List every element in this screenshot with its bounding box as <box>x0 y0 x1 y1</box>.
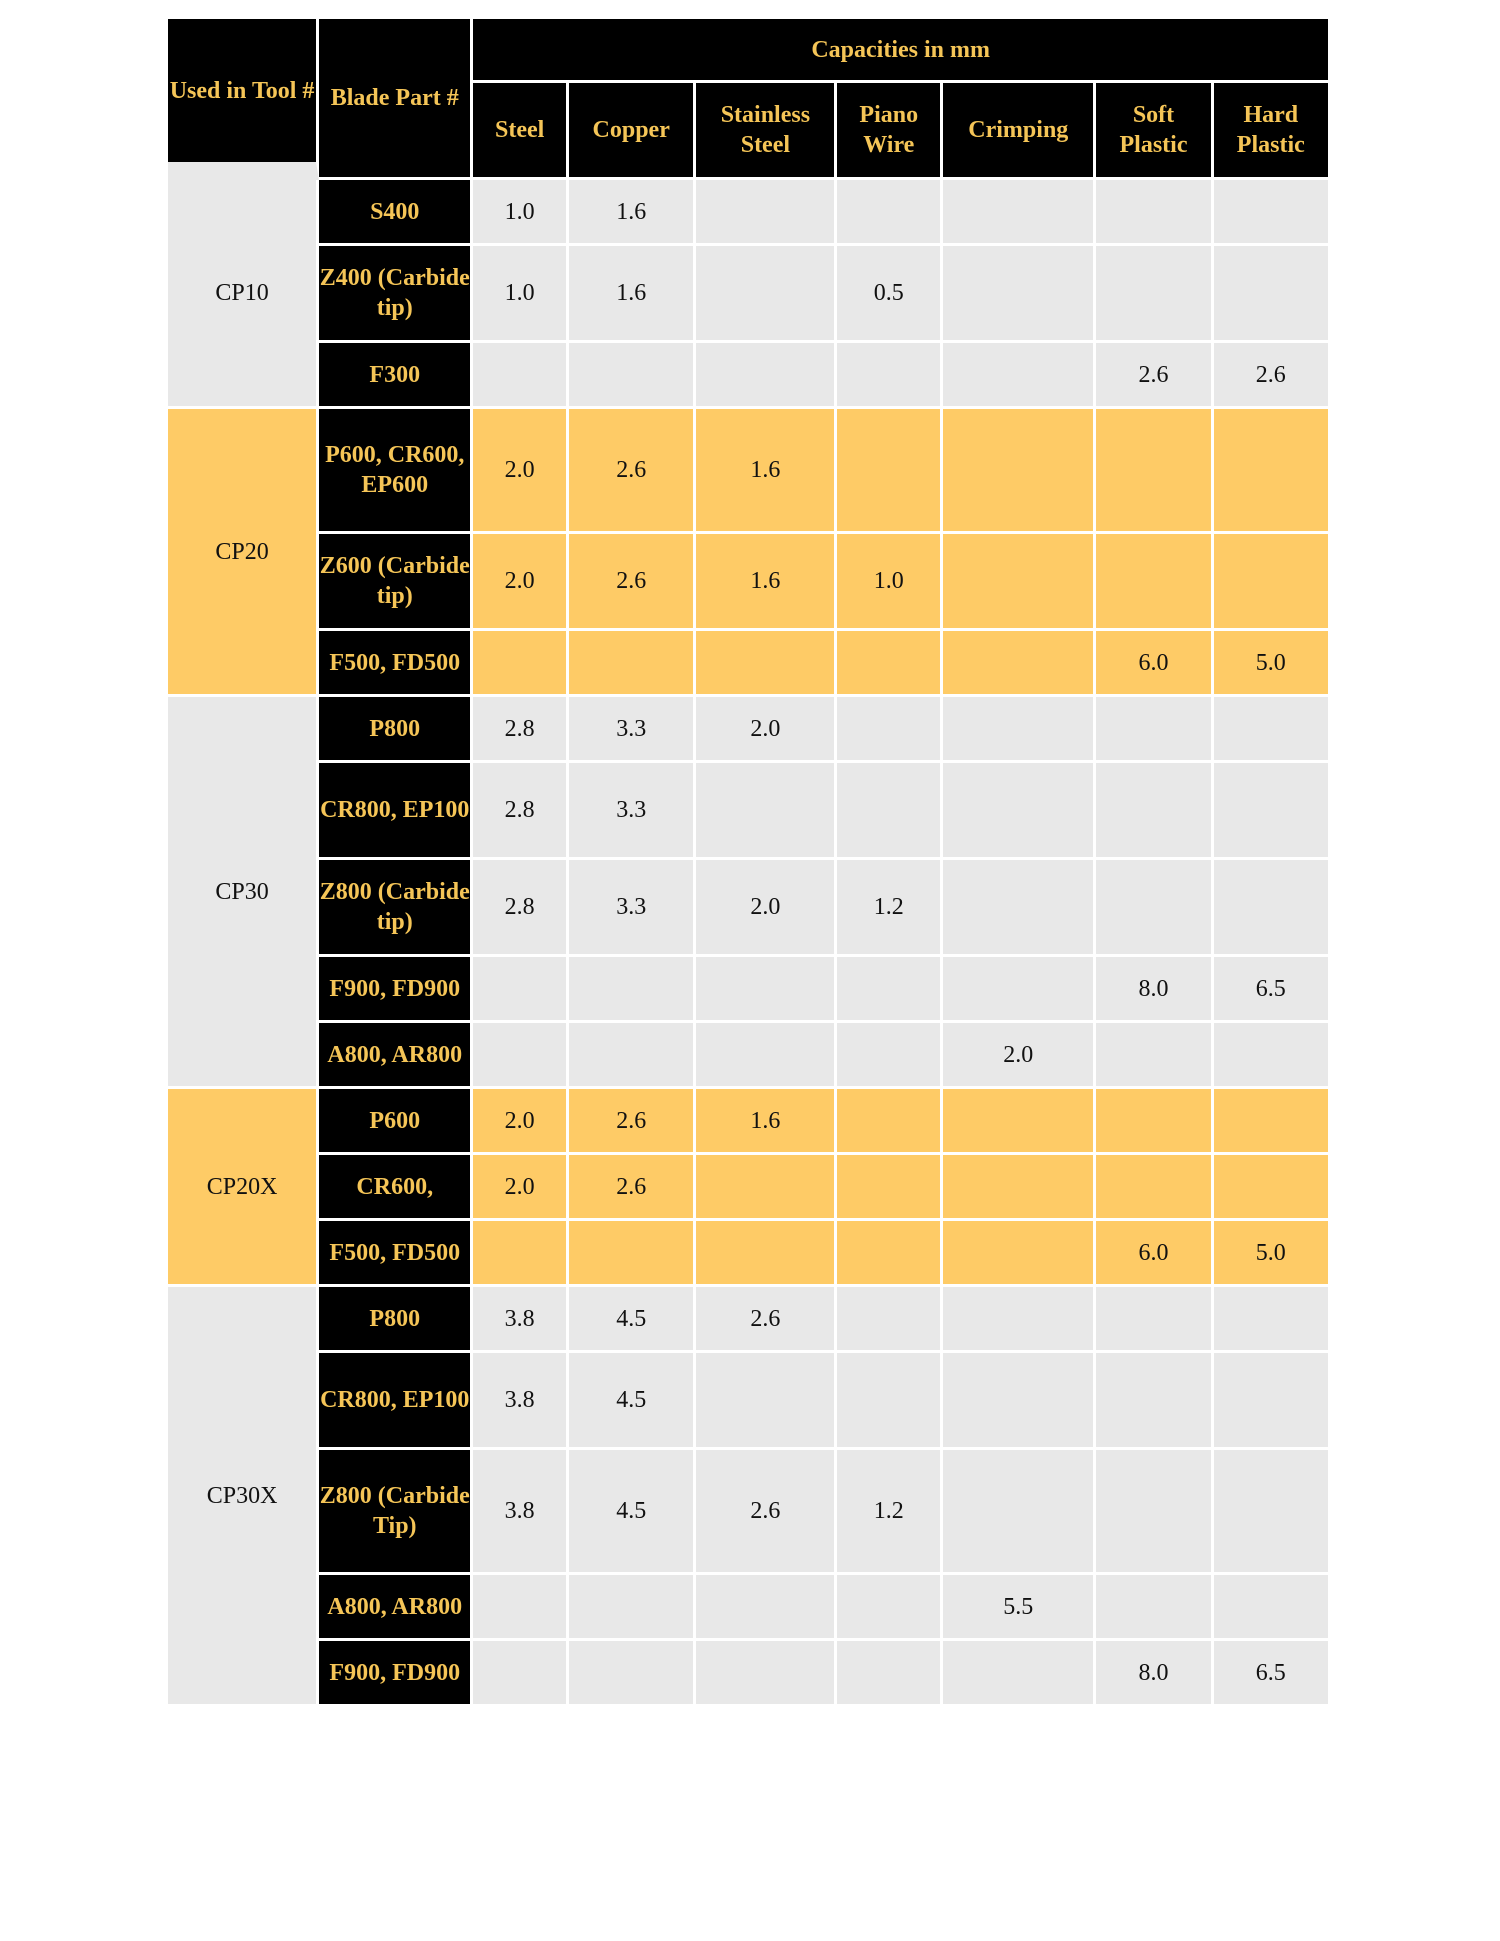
table-row <box>168 1575 1331 1641</box>
capacity-crimping-cell <box>943 246 1096 343</box>
capacity-soft-plastic-cell: 6.0 <box>1096 631 1213 697</box>
capacity-copper-cell <box>569 1221 696 1287</box>
capacity-soft-plastic-cell <box>1096 1089 1213 1155</box>
capacity-steel-cell: 1.0 <box>473 180 569 246</box>
capacity-hard-plastic-cell <box>1214 409 1331 534</box>
capacity-piano-wire-cell <box>837 1089 943 1155</box>
capacity-piano-wire-cell <box>837 1641 943 1707</box>
capacity-stainless-steel-cell: 1.6 <box>696 534 837 631</box>
capacity-crimping-cell <box>943 763 1096 860</box>
capacity-steel-cell <box>473 1221 569 1287</box>
table-row <box>168 1287 1331 1353</box>
capacity-copper-cell <box>569 957 696 1023</box>
capacity-piano-wire-cell <box>837 957 943 1023</box>
capacity-soft-plastic-cell <box>1096 1575 1213 1641</box>
capacity-hard-plastic-cell <box>1214 1089 1331 1155</box>
table-body <box>168 180 1331 1707</box>
capacity-hard-plastic-cell <box>1214 534 1331 631</box>
capacity-piano-wire-cell <box>837 1575 943 1641</box>
blade-part-cell: S400 <box>319 180 473 246</box>
capacity-stainless-steel-cell: 2.6 <box>696 1450 837 1575</box>
capacity-copper-cell: 4.5 <box>569 1450 696 1575</box>
capacity-stainless-steel-cell <box>696 246 837 343</box>
capacity-stainless-steel-cell: 2.6 <box>696 1287 837 1353</box>
col-header-stainless-steel: Stainless Steel <box>696 83 837 180</box>
capacity-piano-wire-cell <box>837 180 943 246</box>
table-row <box>168 1641 1331 1707</box>
capacity-steel-cell <box>473 1641 569 1707</box>
capacity-crimping-cell <box>943 409 1096 534</box>
capacity-steel-cell <box>473 1575 569 1641</box>
capacity-stainless-steel-cell <box>696 180 837 246</box>
capacity-crimping-cell <box>943 1221 1096 1287</box>
capacity-stainless-steel-cell <box>696 1641 837 1707</box>
table-row <box>168 1221 1331 1287</box>
capacity-soft-plastic-cell <box>1096 534 1213 631</box>
capacity-crimping-cell <box>943 957 1096 1023</box>
capacity-piano-wire-cell <box>837 1155 943 1221</box>
table-row <box>168 763 1331 860</box>
tool-cell: CP10 <box>168 180 319 409</box>
capacity-piano-wire-cell: 1.0 <box>837 534 943 631</box>
capacity-soft-plastic-cell <box>1096 1353 1213 1450</box>
capacity-stainless-steel-cell <box>696 1023 837 1089</box>
capacity-soft-plastic-cell <box>1096 1287 1213 1353</box>
blade-part-cell: Z400 (Carbide tip) <box>319 246 473 343</box>
capacity-soft-plastic-cell <box>1096 1155 1213 1221</box>
col-header-copper: Copper <box>569 83 696 180</box>
table-row <box>168 343 1331 409</box>
capacity-piano-wire-cell <box>837 763 943 860</box>
table-row <box>168 180 1331 246</box>
table-row <box>168 1089 1331 1155</box>
blade-part-cell: P600, CR600, EP600 <box>319 409 473 534</box>
capacity-copper-cell: 3.3 <box>569 697 696 763</box>
capacity-copper-cell <box>569 1641 696 1707</box>
capacity-steel-cell: 3.8 <box>473 1450 569 1575</box>
capacity-copper-cell <box>569 343 696 409</box>
capacity-copper-cell: 2.6 <box>569 1155 696 1221</box>
col-header-hard-plastic: Hard Plastic <box>1214 83 1331 180</box>
capacity-stainless-steel-cell <box>696 1221 837 1287</box>
col-header-steel: Steel <box>473 83 569 180</box>
capacity-hard-plastic-cell <box>1214 180 1331 246</box>
capacity-hard-plastic-cell: 6.5 <box>1214 1641 1331 1707</box>
blade-part-cell: F300 <box>319 343 473 409</box>
col-header-soft-plastic: Soft Plastic <box>1096 83 1213 180</box>
capacity-stainless-steel-cell <box>696 343 837 409</box>
capacity-piano-wire-cell <box>837 697 943 763</box>
capacity-stainless-steel-cell: 1.6 <box>696 409 837 534</box>
capacity-crimping-cell: 2.0 <box>943 1023 1096 1089</box>
capacity-steel-cell: 2.8 <box>473 860 569 957</box>
blade-part-cell: Z600 (Carbide tip) <box>319 534 473 631</box>
blade-part-cell: F500, FD500 <box>319 631 473 697</box>
capacity-piano-wire-cell <box>837 631 943 697</box>
capacity-crimping-cell <box>943 1641 1096 1707</box>
capacity-stainless-steel-cell <box>696 1353 837 1450</box>
table-row <box>168 409 1331 534</box>
blade-part-cell: CR800, EP100 <box>319 1353 473 1450</box>
capacity-copper-cell: 3.3 <box>569 860 696 957</box>
capacity-stainless-steel-cell <box>696 957 837 1023</box>
tool-cell: CP20X <box>168 1089 319 1287</box>
capacity-hard-plastic-cell <box>1214 763 1331 860</box>
capacity-hard-plastic-cell <box>1214 1353 1331 1450</box>
capacity-stainless-steel-cell: 2.0 <box>696 697 837 763</box>
capacity-stainless-steel-cell <box>696 631 837 697</box>
capacity-copper-cell <box>569 1023 696 1089</box>
capacity-hard-plastic-cell: 2.6 <box>1214 343 1331 409</box>
capacity-stainless-steel-cell <box>696 1155 837 1221</box>
header-blade: Blade Part # <box>319 19 473 180</box>
capacity-soft-plastic-cell: 6.0 <box>1096 1221 1213 1287</box>
table-row <box>168 1450 1331 1575</box>
capacity-steel-cell: 1.0 <box>473 246 569 343</box>
blade-part-cell: A800, AR800 <box>319 1023 473 1089</box>
capacity-copper-cell: 3.3 <box>569 763 696 860</box>
capacity-steel-cell: 2.0 <box>473 1155 569 1221</box>
capacity-copper-cell: 4.5 <box>569 1287 696 1353</box>
blade-part-cell: F500, FD500 <box>319 1221 473 1287</box>
capacity-hard-plastic-cell: 6.5 <box>1214 957 1331 1023</box>
capacity-soft-plastic-cell: 8.0 <box>1096 957 1213 1023</box>
capacity-soft-plastic-cell <box>1096 763 1213 860</box>
tool-cell: CP30X <box>168 1287 319 1707</box>
blade-part-cell: F900, FD900 <box>319 1641 473 1707</box>
capacity-copper-cell: 2.6 <box>569 409 696 534</box>
capacity-steel-cell: 3.8 <box>473 1287 569 1353</box>
capacity-hard-plastic-cell <box>1214 1023 1331 1089</box>
capacity-steel-cell: 2.0 <box>473 1089 569 1155</box>
header-tool: Used in Tool # <box>168 19 319 180</box>
blade-part-cell: F900, FD900 <box>319 957 473 1023</box>
header-capacities: Capacities in mm <box>473 19 1331 83</box>
capacity-hard-plastic-cell <box>1214 1155 1331 1221</box>
capacity-stainless-steel-cell: 2.0 <box>696 860 837 957</box>
capacity-soft-plastic-cell <box>1096 180 1213 246</box>
capacity-piano-wire-cell: 0.5 <box>837 246 943 343</box>
table-row <box>168 1023 1331 1089</box>
capacity-crimping-cell <box>943 860 1096 957</box>
table-row <box>168 1155 1331 1221</box>
capacity-steel-cell: 2.0 <box>473 409 569 534</box>
capacity-piano-wire-cell <box>837 1023 943 1089</box>
capacity-steel-cell: 3.8 <box>473 1353 569 1450</box>
capacity-hard-plastic-cell: 5.0 <box>1214 631 1331 697</box>
capacity-table <box>168 19 1331 1707</box>
capacity-crimping-cell <box>943 631 1096 697</box>
capacity-crimping-cell <box>943 1450 1096 1575</box>
capacity-copper-cell: 2.6 <box>569 1089 696 1155</box>
capacity-copper-cell <box>569 631 696 697</box>
capacity-stainless-steel-cell <box>696 1575 837 1641</box>
capacity-crimping-cell <box>943 697 1096 763</box>
table-row <box>168 246 1331 343</box>
capacity-crimping-cell <box>943 343 1096 409</box>
capacity-stainless-steel-cell: 1.6 <box>696 1089 837 1155</box>
capacity-hard-plastic-cell: 5.0 <box>1214 1221 1331 1287</box>
capacity-piano-wire-cell <box>837 1287 943 1353</box>
capacity-copper-cell: 1.6 <box>569 246 696 343</box>
capacity-piano-wire-cell: 1.2 <box>837 1450 943 1575</box>
capacity-copper-cell: 2.6 <box>569 534 696 631</box>
capacity-steel-cell <box>473 631 569 697</box>
capacity-soft-plastic-cell <box>1096 697 1213 763</box>
capacity-piano-wire-cell: 1.2 <box>837 860 943 957</box>
capacity-crimping-cell <box>943 180 1096 246</box>
table-row <box>168 957 1331 1023</box>
blade-part-cell: Z800 (Carbide Tip) <box>319 1450 473 1575</box>
table-row <box>168 534 1331 631</box>
capacity-hard-plastic-cell <box>1214 1287 1331 1353</box>
capacity-steel-cell: 2.8 <box>473 763 569 860</box>
table-row <box>168 1353 1331 1450</box>
blade-part-cell: CR600, <box>319 1155 473 1221</box>
capacity-crimping-cell <box>943 534 1096 631</box>
capacity-soft-plastic-cell <box>1096 860 1213 957</box>
tool-cell: CP30 <box>168 697 319 1089</box>
blade-part-cell: CR800, EP100 <box>319 763 473 860</box>
capacity-copper-cell <box>569 1575 696 1641</box>
capacity-piano-wire-cell <box>837 1221 943 1287</box>
blade-part-cell: A800, AR800 <box>319 1575 473 1641</box>
capacity-steel-cell <box>473 1023 569 1089</box>
capacity-piano-wire-cell <box>837 343 943 409</box>
blade-part-cell: P800 <box>319 1287 473 1353</box>
capacity-copper-cell: 4.5 <box>569 1353 696 1450</box>
capacity-steel-cell <box>473 343 569 409</box>
capacity-steel-cell: 2.8 <box>473 697 569 763</box>
col-header-crimping: Crimping <box>943 83 1096 180</box>
capacity-crimping-cell: 5.5 <box>943 1575 1096 1641</box>
capacity-hard-plastic-cell <box>1214 860 1331 957</box>
capacity-piano-wire-cell <box>837 1353 943 1450</box>
col-header-piano-wire: Piano Wire <box>837 83 943 180</box>
capacity-soft-plastic-cell: 8.0 <box>1096 1641 1213 1707</box>
capacity-crimping-cell <box>943 1089 1096 1155</box>
capacity-soft-plastic-cell: 2.6 <box>1096 343 1213 409</box>
capacity-hard-plastic-cell <box>1214 246 1331 343</box>
capacity-piano-wire-cell <box>837 409 943 534</box>
capacity-copper-cell: 1.6 <box>569 180 696 246</box>
capacity-soft-plastic-cell <box>1096 1450 1213 1575</box>
capacity-soft-plastic-cell <box>1096 1023 1213 1089</box>
capacity-stainless-steel-cell <box>696 763 837 860</box>
capacity-soft-plastic-cell <box>1096 409 1213 534</box>
capacity-crimping-cell <box>943 1155 1096 1221</box>
tool-cell: CP20 <box>168 409 319 697</box>
table-row <box>168 697 1331 763</box>
capacity-hard-plastic-cell <box>1214 1450 1331 1575</box>
capacity-crimping-cell <box>943 1287 1096 1353</box>
table-row <box>168 631 1331 697</box>
capacity-hard-plastic-cell <box>1214 1575 1331 1641</box>
capacity-steel-cell <box>473 957 569 1023</box>
blade-part-cell: Z800 (Carbide tip) <box>319 860 473 957</box>
blade-part-cell: P800 <box>319 697 473 763</box>
table-row <box>168 860 1331 957</box>
capacity-soft-plastic-cell <box>1096 246 1213 343</box>
capacity-hard-plastic-cell <box>1214 697 1331 763</box>
capacity-steel-cell: 2.0 <box>473 534 569 631</box>
blade-part-cell: P600 <box>319 1089 473 1155</box>
capacity-crimping-cell <box>943 1353 1096 1450</box>
